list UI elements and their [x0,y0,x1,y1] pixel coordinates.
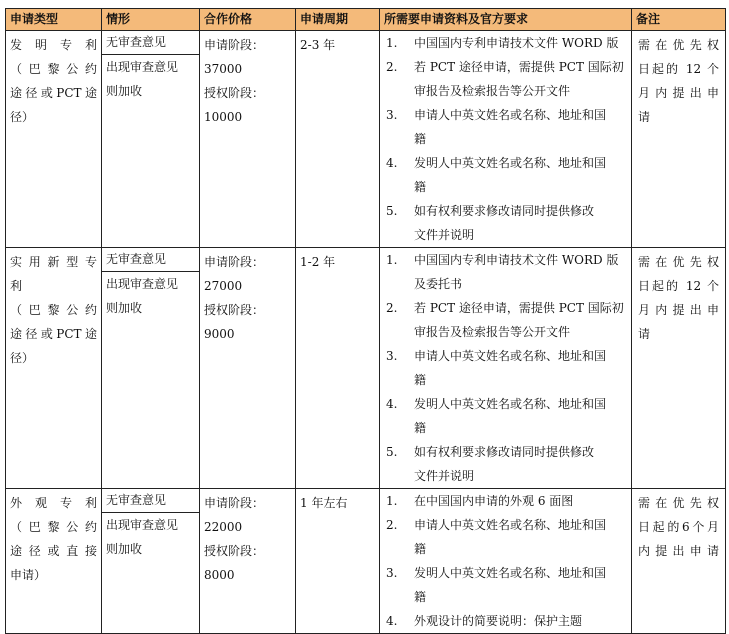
note-line: 请 [638,110,651,124]
requirement-text: 籍 [414,132,427,146]
table-row [6,489,726,634]
requirement-number [380,223,414,247]
cell-condition [102,31,200,248]
cell-period [296,248,380,489]
cell-note [632,489,726,634]
list-item [380,79,631,103]
requirement-number [380,464,414,488]
requirement-text: 外观设计的简要说明：保护主题 [414,614,583,628]
cell-type [6,31,102,248]
cell-note [632,31,726,248]
type-line: （巴黎公约 [10,62,97,76]
requirement-text: 籍 [414,421,427,435]
list-item [380,464,631,488]
header-condition: 情形 [102,9,200,31]
cell-period [296,31,380,248]
cell-period [296,489,380,634]
condition-no-objection: 无审查意见 [102,31,199,55]
header-row [6,9,726,31]
cell-price [200,248,296,489]
list-item [380,392,631,416]
list-item [380,344,631,368]
requirements-list [380,248,631,488]
period-value: 2-3 年 [300,38,336,52]
requirement-number: 4. [386,397,398,411]
requirement-text: 籍 [414,542,427,556]
requirement-number: 1. [386,253,398,267]
list-item [380,585,631,609]
list-item [380,199,631,223]
requirement-number: 2. [386,518,398,532]
type-line: 途径或PCT途 [10,86,97,100]
requirement-number [380,127,414,151]
note-line: 需在优先权 [638,38,719,52]
price-line: 授权阶段： [204,86,265,100]
patent-fee-table [5,8,726,634]
note-line: 日起的6个月 [638,520,719,534]
list-item [380,103,631,127]
requirement-number [380,320,414,344]
cell-price [200,31,296,248]
cell-condition [102,489,200,634]
list-item [380,296,631,320]
requirement-number: 3. [386,566,398,580]
period-value: 1-2 年 [300,255,336,269]
header-note: 备注 [632,9,726,31]
requirement-text: 发明人中英文姓名或名称、地址和国 [414,397,607,411]
price-line: 申请阶段： [204,255,265,269]
requirements-list [380,489,631,633]
requirement-text: 申请人中英文姓名或名称、地址和国 [414,108,607,122]
cell-requirements [380,248,632,489]
note-line: 日起的 12 个 [638,62,719,76]
cell-requirements [380,489,632,634]
list-item [380,561,631,585]
list-item [380,223,631,247]
requirement-number: 1. [386,494,398,508]
type-line: 途径或PCT途 [10,327,97,341]
list-item [380,31,631,55]
requirement-text: 文件并说明 [414,469,475,483]
condition-objection-line: 出现审查意见 [106,518,179,532]
list-item [380,537,631,561]
list-item [380,320,631,344]
list-item [380,368,631,392]
type-line: 途径或直接 [10,544,97,558]
requirement-text: 及委托书 [414,277,463,291]
requirement-number: 3. [386,108,398,122]
requirement-text: 籍 [414,590,427,604]
requirement-number [380,175,414,199]
cell-condition [102,248,200,489]
header-requirements: 所需要申请资料及官方要求 [380,9,632,31]
price-line: 8000 [204,568,235,582]
cell-note [632,248,726,489]
type-line: 实用新型专 [10,255,97,269]
requirement-text: 如有权利要求修改请同时提供修改 [414,445,595,459]
list-item [380,175,631,199]
type-line: 利 [10,279,23,293]
requirements-list [380,31,631,247]
requirement-number [380,272,414,296]
requirement-number [380,368,414,392]
requirement-text: 籍 [414,180,427,194]
period-value: 1 年左右 [300,496,348,510]
requirement-number: 2. [386,60,398,74]
table-row [6,248,726,489]
type-line: 径） [10,351,35,365]
requirement-number: 1. [386,36,398,50]
condition-objection-line: 则加收 [106,84,143,98]
list-item [380,151,631,175]
requirement-text: 若 PCT 途径申请，需提供 PCT 国际初 [414,60,624,74]
type-line: 径） [10,110,35,124]
price-line: 授权阶段： [204,303,265,317]
list-item [380,513,631,537]
price-line: 9000 [204,327,235,341]
list-item [380,440,631,464]
condition-no-objection: 无审查意见 [102,489,199,513]
requirement-text: 中国国内专利申请技术文件 WORD 版 [414,253,619,267]
note-line: 月内提出申 [638,86,719,100]
note-line: 日起的 12 个 [638,279,719,293]
price-line: 授权阶段： [204,544,265,558]
note-line: 需在优先权 [638,255,719,269]
price-line: 37000 [204,62,243,76]
list-item [380,609,631,633]
type-line: （巴黎公约 [10,303,97,317]
type-line: （巴黎公约 [10,520,97,534]
note-line: 请 [638,327,651,341]
requirement-text: 审报告及检索报告等公开文件 [414,325,571,339]
requirement-text: 发明人中英文姓名或名称、地址和国 [414,156,607,170]
requirement-number [380,537,414,561]
note-line: 需在优先权 [638,496,719,510]
list-item [380,416,631,440]
requirement-text: 在中国国内申请的外观 6 面图 [414,494,574,508]
requirement-number: 3. [386,349,398,363]
requirement-text: 发明人中英文姓名或名称、地址和国 [414,566,607,580]
requirement-number: 5. [386,445,398,459]
requirement-number: 2. [386,301,398,315]
condition-objection-line: 则加收 [106,542,143,556]
header-price: 合作价格 [200,9,296,31]
cell-price [200,489,296,634]
header-period: 申请周期 [296,9,380,31]
requirement-number [380,79,414,103]
list-item [380,248,631,272]
price-line: 10000 [204,110,243,124]
requirement-number: 4. [386,156,398,170]
requirement-text: 文件并说明 [414,228,475,242]
header-type: 申请类型 [6,9,102,31]
requirement-text: 如有权利要求修改请同时提供修改 [414,204,595,218]
condition-objection-line: 则加收 [106,301,143,315]
list-item [380,55,631,79]
list-item [380,272,631,296]
type-line: 发明专利 [10,38,97,52]
price-line: 27000 [204,279,243,293]
type-line: 外观专利 [10,496,97,510]
price-line: 申请阶段： [204,496,265,510]
condition-objection-line: 出现审查意见 [106,60,179,74]
requirement-text: 申请人中英文姓名或名称、地址和国 [414,349,607,363]
type-line: 申请） [10,568,47,582]
requirement-text: 申请人中英文姓名或名称、地址和国 [414,518,607,532]
requirement-number [380,416,414,440]
requirement-number: 5. [386,204,398,218]
cell-type [6,489,102,634]
table-row [6,31,726,248]
requirement-number: 4. [386,614,398,628]
requirement-text: 若 PCT 途径申请，需提供 PCT 国际初 [414,301,624,315]
condition-no-objection: 无审查意见 [102,248,199,272]
cell-type [6,248,102,489]
condition-objection-line: 出现审查意见 [106,277,179,291]
list-item [380,489,631,513]
requirement-text: 中国国内专利申请技术文件 WORD 版 [414,36,619,50]
requirement-text: 籍 [414,373,427,387]
price-line: 22000 [204,520,243,534]
note-line: 内提出申请 [638,544,719,558]
requirement-text: 审报告及检索报告等公开文件 [414,84,571,98]
note-line: 月内提出申 [638,303,719,317]
requirement-number [380,585,414,609]
list-item [380,127,631,151]
price-line: 申请阶段： [204,38,265,52]
cell-requirements [380,31,632,248]
